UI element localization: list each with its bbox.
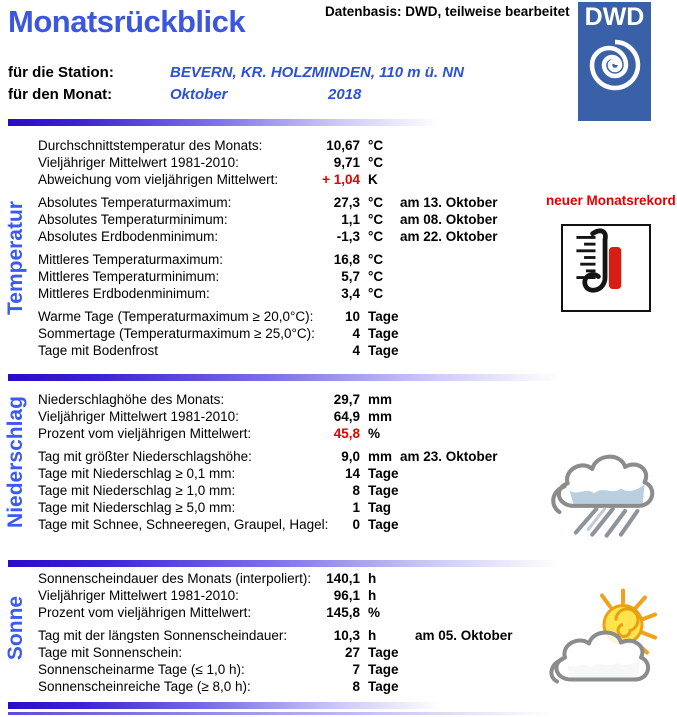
- row-unit: mm: [368, 392, 393, 407]
- row-label: Tag mit der längsten Sonnenscheindauer:: [38, 628, 288, 643]
- sun-behind-cloud-icon: [543, 585, 663, 698]
- row-unit: °C: [368, 212, 384, 227]
- row-label: Absolutes Temperaturmaximum:: [38, 195, 232, 210]
- row-unit: %: [368, 605, 381, 620]
- row-value: 140,1: [326, 571, 360, 586]
- row-value: 1,1: [341, 212, 360, 227]
- table-row: [0, 326, 677, 343]
- dwd-spiral-icon: [586, 36, 644, 94]
- row-unit: Tage: [368, 483, 399, 498]
- row-date: am 22. Oktober: [400, 229, 498, 244]
- row-unit: h: [368, 571, 377, 586]
- row-label: Niederschlaghöhe des Monats:: [38, 392, 225, 407]
- row-unit: h: [368, 588, 377, 603]
- table-row: [0, 138, 677, 155]
- row-label: Prozent vom vieljährigen Mittelwert:: [38, 605, 252, 620]
- row-value: 29,7: [333, 392, 360, 407]
- station-value: BEVERN, KR. HOLZMINDEN, 110 m ü. NN: [170, 64, 464, 81]
- row-value: 4: [352, 326, 360, 341]
- row-label: Tage mit Sonnenschein:: [38, 645, 183, 660]
- row-unit: °C: [368, 269, 384, 284]
- divider-bar: [8, 702, 478, 709]
- row-label: Sommertage (Temperaturmaximum ≥ 25,0°C):: [38, 326, 315, 341]
- section-label-temperatur: Temperatur: [4, 201, 27, 315]
- row-label: Prozent vom vieljährigen Mittelwert:: [38, 426, 252, 441]
- row-value: 10,67: [326, 138, 360, 153]
- row-unit: %: [368, 426, 381, 441]
- monthly-record-note: neuer Monatsrekord: [546, 193, 676, 208]
- row-unit: h: [368, 628, 377, 643]
- row-value: 145,8: [326, 605, 360, 620]
- row-date: am 23. Oktober: [400, 449, 498, 464]
- row-unit: °C: [368, 195, 384, 210]
- month-label: für den Monat:: [8, 86, 113, 103]
- row-date: am 13. Oktober: [400, 195, 498, 210]
- row-date: am 05. Oktober: [415, 628, 513, 643]
- row-label: Vieljähriger Mittelwert 1981-2010:: [38, 409, 239, 424]
- row-label: Sonnenscheinarme Tage (≤ 1,0 h):: [38, 662, 245, 677]
- row-label: Tage mit Niederschlag ≥ 0,1 mm:: [38, 466, 236, 481]
- row-value: 5,7: [341, 269, 360, 284]
- row-unit: °C: [368, 229, 384, 244]
- row-value: 0: [352, 517, 360, 532]
- thermometer-icon: [561, 224, 651, 312]
- row-value: 4: [352, 343, 360, 358]
- row-value: 3,4: [341, 286, 360, 301]
- row-unit: °C: [368, 286, 384, 301]
- divider-bar: [8, 374, 608, 381]
- row-label: Vieljähriger Mittelwert 1981-2010:: [38, 155, 239, 170]
- dwd-logo-text: DWD: [584, 3, 645, 31]
- row-label: Tage mit Schnee, Schneeregen, Graupel, Hagel:: [38, 517, 329, 532]
- row-label: Absolutes Erdbodenminimum:: [38, 229, 219, 244]
- row-unit: °C: [368, 138, 384, 153]
- row-value: 9,0: [341, 449, 360, 464]
- row-label: Tag mit größter Niederschlagshöhe:: [38, 449, 252, 464]
- row-label: Mittleres Temperaturminimum:: [38, 269, 220, 284]
- row-label: Abweichung vom vieljährigen Mittelwert:: [38, 172, 279, 187]
- row-value: 1: [352, 500, 360, 515]
- row-label: Mittleres Temperaturmaximum:: [38, 252, 224, 267]
- row-unit: Tage: [368, 309, 399, 324]
- row-date: am 08. Oktober: [400, 212, 498, 227]
- row-label: Durchschnittstemperatur des Monats:: [38, 138, 263, 153]
- row-value: 9,71: [333, 155, 360, 170]
- row-value: 27,3: [333, 195, 360, 210]
- row-unit: Tage: [368, 326, 399, 341]
- row-unit: Tage: [368, 517, 399, 532]
- station-label: für die Station:: [8, 64, 114, 81]
- table-row: [0, 195, 677, 212]
- row-label: Warme Tage (Temperaturmaximum ≥ 20,0°C):: [38, 309, 314, 324]
- row-label: Sonnenscheinreiche Tage (≥ 8,0 h):: [38, 679, 251, 694]
- divider-bar: [8, 119, 478, 126]
- row-value: 16,8: [333, 252, 360, 267]
- row-value: 8: [352, 679, 360, 694]
- row-value: 10,3: [333, 628, 360, 643]
- row-label: Tage mit Niederschlag ≥ 5,0 mm:: [38, 500, 236, 515]
- row-value: 10: [344, 309, 360, 324]
- month-value: Oktober: [170, 86, 228, 103]
- row-unit: Tage: [368, 343, 399, 358]
- table-row: [0, 343, 677, 360]
- row-unit: Tage: [368, 679, 399, 694]
- table-row: [0, 392, 677, 409]
- row-unit: Tage: [368, 662, 399, 677]
- row-unit: Tag: [368, 500, 391, 515]
- rain-cloud-icon: [543, 437, 661, 550]
- table-row: [0, 409, 677, 426]
- dwd-logo: [578, 2, 651, 121]
- row-label: Absolutes Temperaturminimum:: [38, 212, 228, 227]
- page-title: Monatsrückblick: [8, 4, 246, 39]
- row-value-highlight: 45,8: [333, 426, 360, 441]
- row-unit: K: [368, 172, 378, 187]
- section-label-niederschlag: Niederschlag: [4, 396, 27, 528]
- row-label: Sonnenscheindauer des Monats (interpoliert):: [38, 571, 312, 586]
- divider-bar: [8, 560, 608, 567]
- row-unit: mm: [368, 409, 393, 424]
- row-value: 8: [352, 483, 360, 498]
- row-unit: °C: [368, 252, 384, 267]
- row-label: Mittleres Erdbodenminimum:: [38, 286, 210, 301]
- row-value: -1,3: [336, 229, 360, 244]
- section-label-sonne: Sonne: [4, 595, 27, 661]
- row-value: 96,1: [333, 588, 360, 603]
- year-value: 2018: [328, 86, 362, 103]
- row-value: 14: [344, 466, 360, 481]
- row-unit: °C: [368, 155, 384, 170]
- row-unit: mm: [368, 449, 393, 464]
- row-unit: Tage: [368, 466, 399, 481]
- divider-line: [8, 712, 600, 715]
- row-value: 7: [352, 662, 360, 677]
- row-label: Tage mit Niederschlag ≥ 1,0 mm:: [38, 483, 236, 498]
- table-row: [0, 155, 677, 172]
- data-basis-note: Datenbasis: DWD, teilweise bearbeitet: [325, 4, 570, 19]
- row-label: Tage mit Bodenfrost: [38, 343, 159, 358]
- row-value-highlight: + 1,04: [322, 172, 360, 187]
- row-value: 64,9: [333, 409, 360, 424]
- row-value: 27: [344, 645, 360, 660]
- table-row: [0, 172, 677, 189]
- row-unit: Tage: [368, 645, 399, 660]
- row-label: Vieljähriger Mittelwert 1981-2010:: [38, 588, 239, 603]
